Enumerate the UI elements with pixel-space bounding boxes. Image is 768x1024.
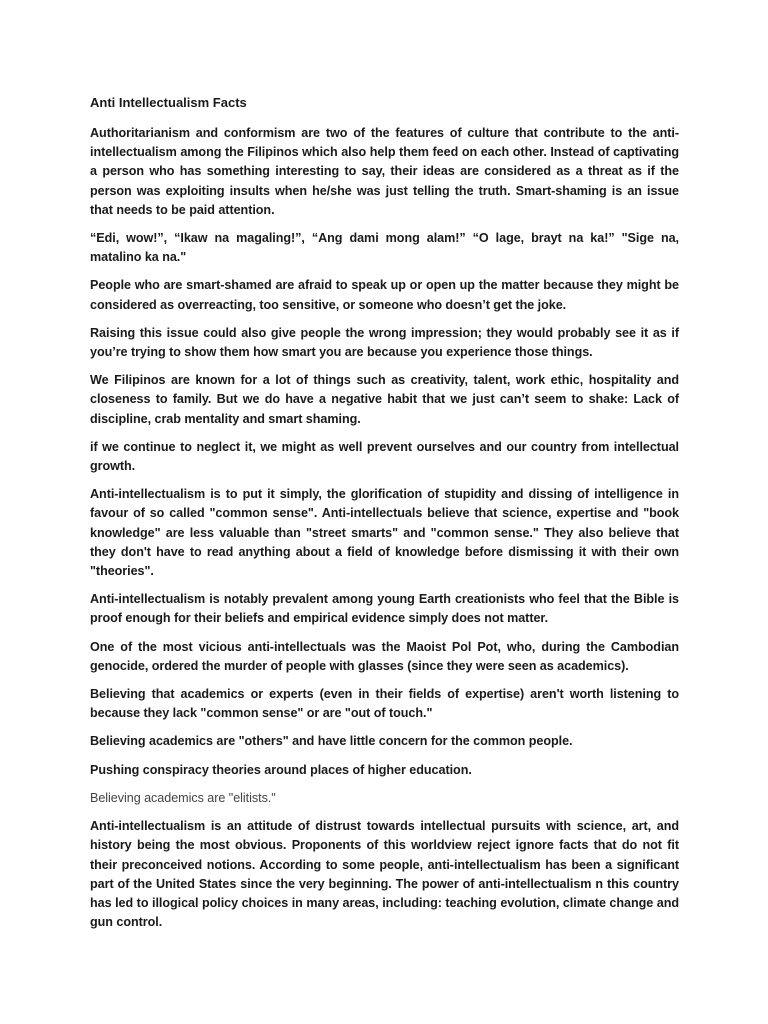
paragraph-authoritarianism: Authoritarianism and conformism are two of the features of culture that contribute to the anti-intellectualism among the Filipinos which also help them feed on each other. Instead of captivating a person who has something interesting to say, their ideas are considered as a threat as if the person was exploiting insults when he/she was just telling the truth. Smart-shaming is an issue that needs to be paid attention. [90, 126, 679, 217]
document-title: Anti Intellectualism Facts [90, 95, 247, 110]
paragraph-definition: Anti-intellectualism is to put it simply, the glorification of stupidity and dissing of intelligence in favour of so called "common sense". Anti-intellectuals believe that science, expertise and "book knowledge" are less valuable than "street smarts" and "common sense." They also believe that they don't have to read anything about a field of knowledge before dismissing it with their own "theories". [90, 487, 679, 579]
paragraph-creationists: Anti-intellectualism is notably prevalent among young Earth creationists who feel that the Bible is proof enough for their beliefs and empirical evidence simply does not matter. [90, 592, 679, 626]
paragraph-raising-issue: Raising this issue could also give people the wrong impression; they would probably see it as if you’re trying to show them how smart you are because you experience those things. [90, 325, 679, 360]
paragraph-others: Believing academics are "others" and have little concern for the common people. [90, 734, 573, 749]
paragraph-smart-shamed: People who are smart-shamed are afraid to speak up or open up the matter because they might be considered as overreacting, too sensitive, or someone who doesn’t get the joke. [90, 278, 679, 312]
paragraph-neglect: if we continue to neglect it, we might as well prevent ourselves and our country from intellectual growth. [90, 439, 679, 474]
paragraph-elitists: Believing academics are "elitists." [90, 790, 276, 805]
paragraph-filipinos: We Filipinos are known for a lot of things such as creativity, talent, work ethic, hospitality and closeness to family. But we do have a negative habit that we just can’t seem to shake: Lack of discipline, crab mentality and smart shaming. [90, 373, 679, 426]
paragraph-quotes: “Edi, wow!”, “Ikaw na magaling!”, “Ang dami mong alam!” “O lage, brayt na ka!” "Sige na, matalino ka na." [90, 231, 679, 265]
paragraph-attitude: Anti-intellectualism is an attitude of distrust towards intellectual pursuits with science, art, and history being the most obvious. Proponents of this worldview reject ignore facts that do not fit their preconceived notions. According to some people, anti-intellectualism has been a significant part of the United States since the very beginning. The power of anti-intellectualism n this country has led to illogical policy choices in many areas, including: teaching evolution, climate change and gun control. [90, 819, 679, 930]
paragraph-conspiracy: Pushing conspiracy theories around places of higher education. [90, 762, 472, 777]
paragraph-pol-pot: One of the most vicious anti-intellectuals was the Maoist Pol Pot, who, during the Cambodian genocide, ordered the murder of people with glasses (since they were seen as academics). [90, 639, 679, 673]
paragraph-experts: Believing that academics or experts (even in their fields of expertise) aren't worth listening to because they lack "common sense" or are "out of touch." [90, 687, 679, 721]
